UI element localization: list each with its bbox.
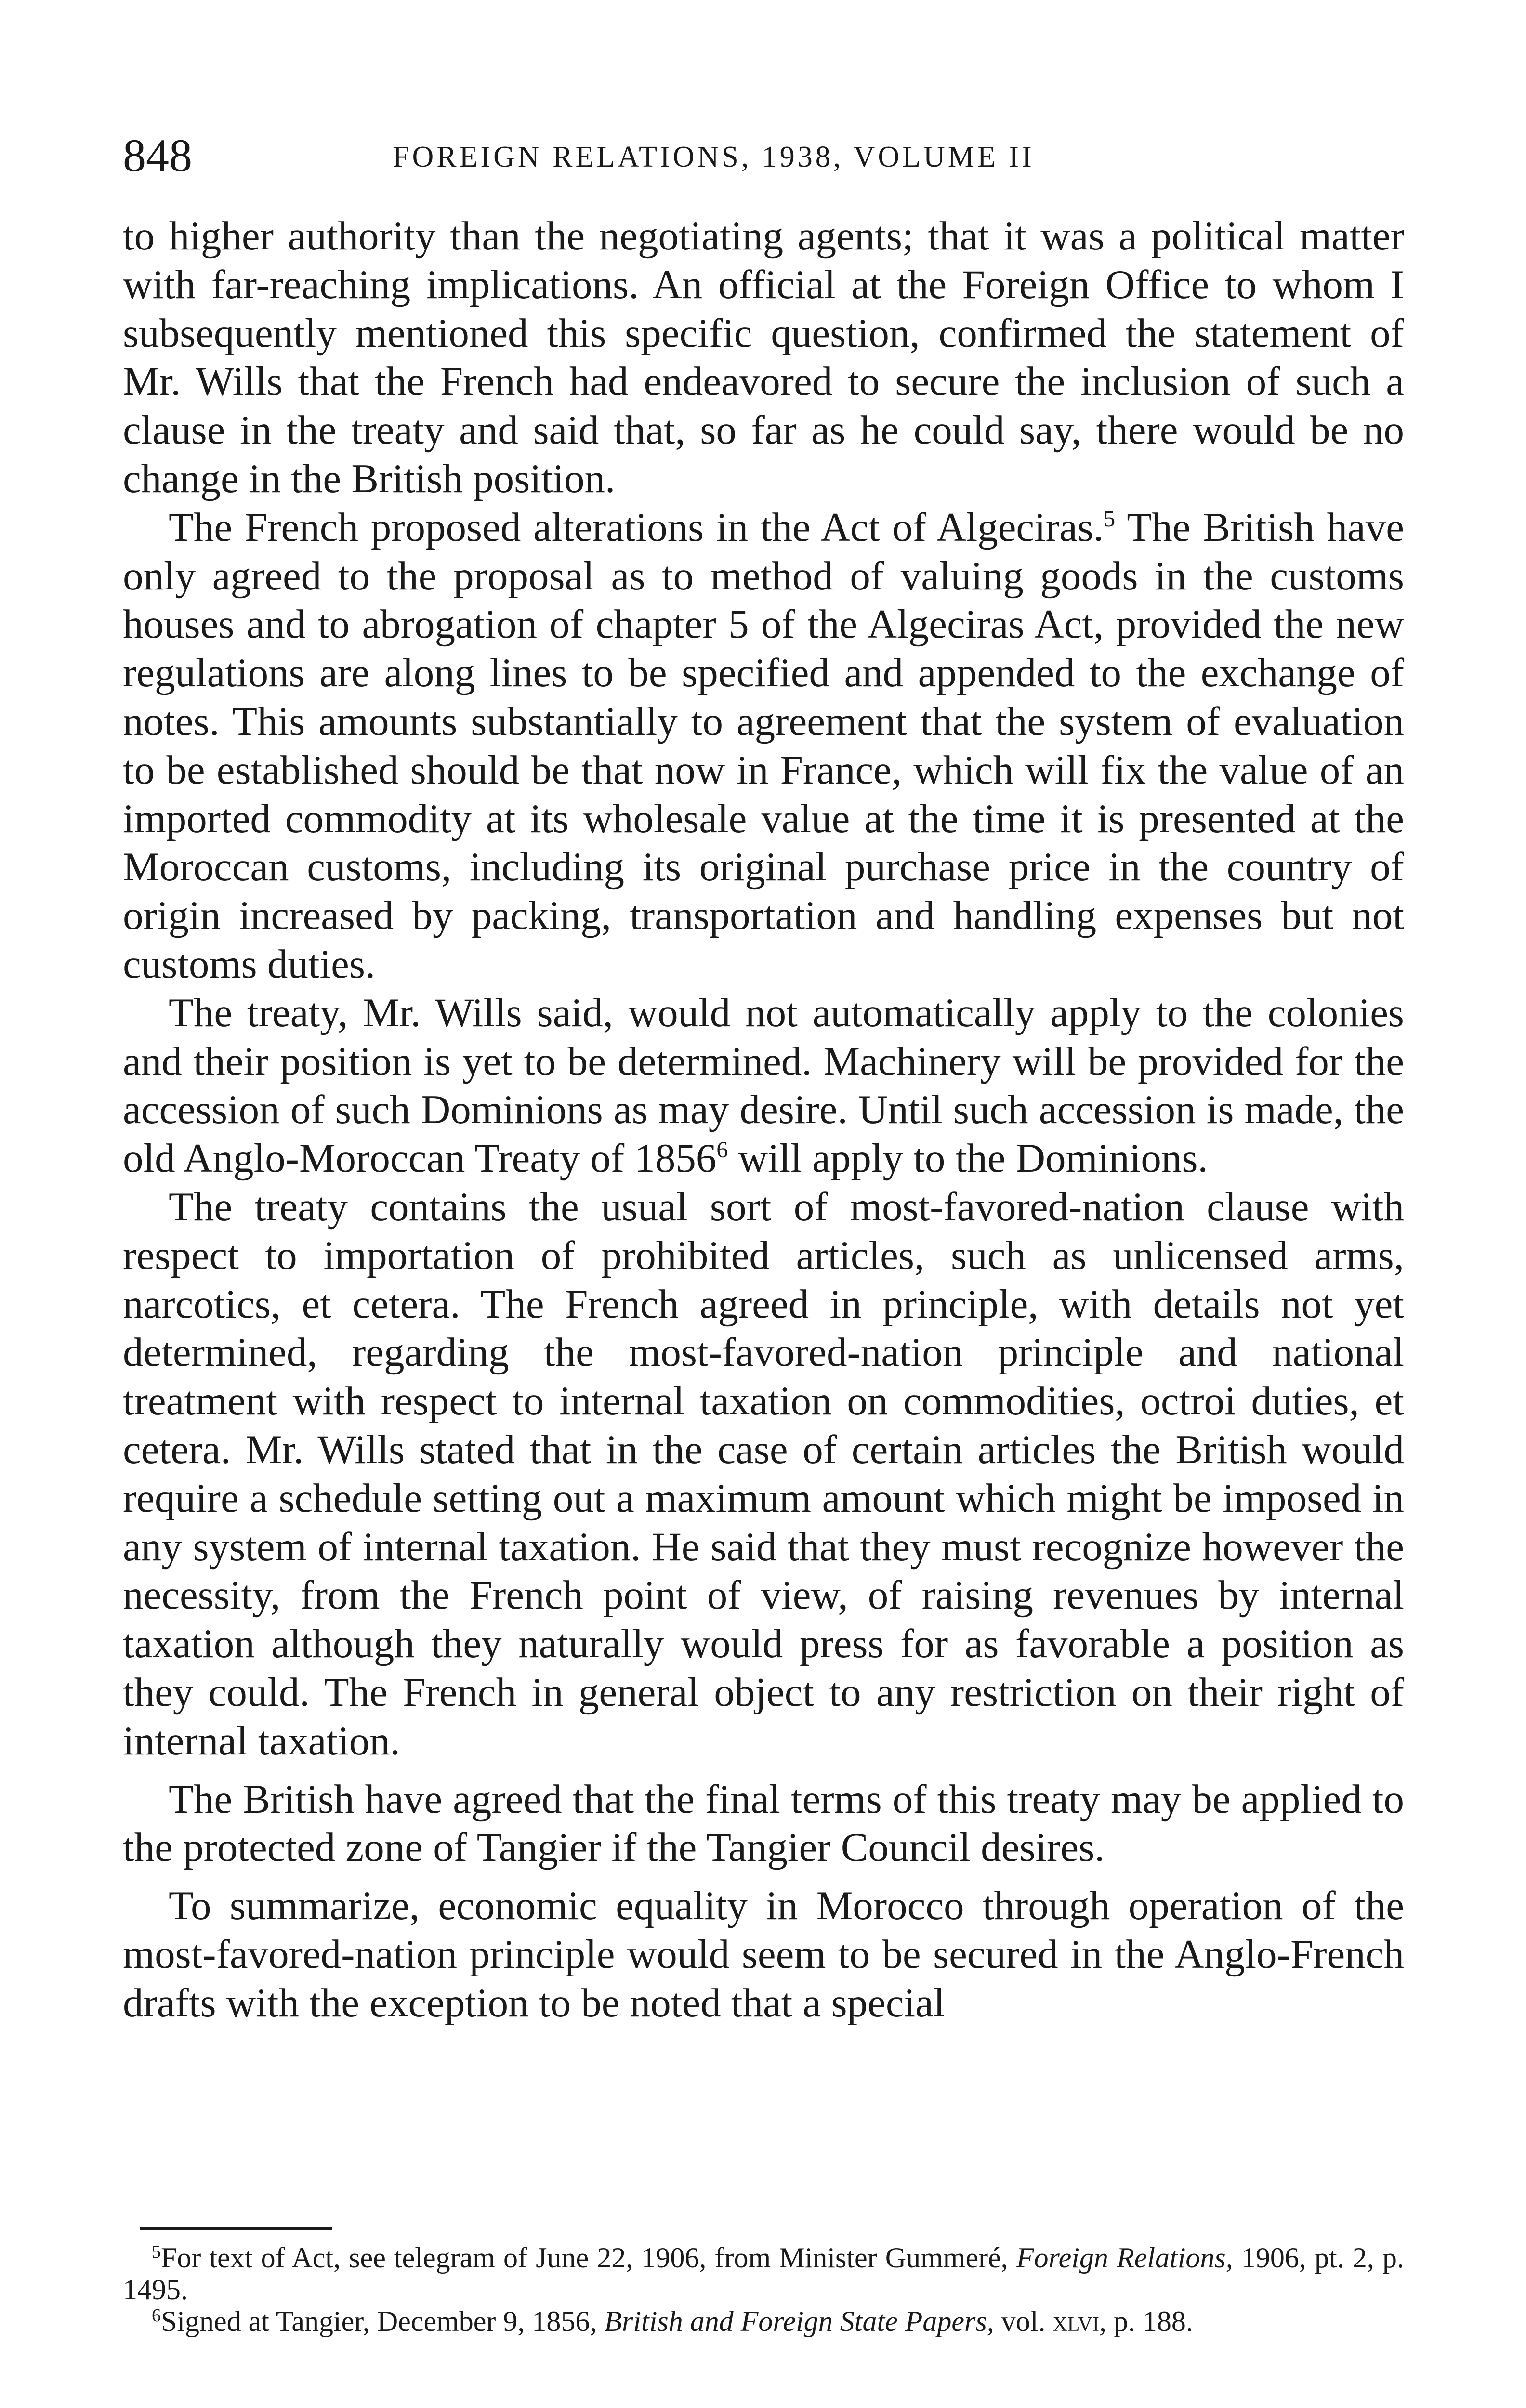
paragraph-3-text-a: The treaty, Mr. Wills said, would not automatically apply to the colonies and their position is yet to be determined. Machinery will be provided for the accession of such Dominions as may desire. Until such accession is made, the old Anglo-Moroccan Treaty of 1856	[123, 990, 1404, 1181]
paragraph-3	[123, 989, 1404, 1183]
paragraph-2-text-a: The French proposed alterations in the Act of Algeciras.	[169, 504, 1104, 550]
paragraph-4: The treaty contains the usual sort of most-favored-nation clause with respect to importation of prohibited articles, such as unlicensed arms, narcotics, et cetera. The French agreed in principle, with details not yet determined, regarding the most-favored-nation principle and national treatment with respect to internal taxation on commodities, octroi duties, et cetera. Mr. Wills stated that in the case of certain articles the British would require a schedule setting out a maximum amount which might be imposed in any system of internal taxation. He said that they must recognize however the necessity, from the French point of view, of raising revenues by internal taxation although they naturally would press for as favorable a position as they could. The French in general object to any restriction on their right of internal taxation.	[123, 1184, 1404, 1764]
footnote-6-text-a: Signed at Tangier, December 9, 1856,	[161, 2305, 605, 2337]
footnote-6-text-c: , p. 188.	[1099, 2305, 1193, 2337]
footnote-5-mark: 5	[152, 2242, 161, 2262]
footnote-6-text-b: vol.	[994, 2305, 1053, 2337]
body-text	[123, 212, 1404, 2027]
footnote-6	[123, 2305, 1404, 2337]
footnote-ref-6: 6	[716, 1137, 728, 1163]
page-header	[123, 129, 1404, 182]
paragraph-6: To summarize, economic equality in Morocco through operation of the most-favored-nation principle would seem to be secured in the Anglo-French drafts with the exception to be noted that a special	[123, 1883, 1404, 2026]
footnote-6-volume: xlvi	[1052, 2305, 1099, 2337]
footnote-5-text-b: 1906, pt. 2, p. 1495.	[123, 2242, 1404, 2305]
footnote-5	[123, 2242, 1404, 2305]
footnote-rule	[140, 2227, 332, 2230]
footnote-ref-5: 5	[1104, 506, 1116, 532]
page-number: 848	[123, 130, 192, 181]
running-head: FOREIGN RELATIONS, 1938, VOLUME II	[393, 141, 1035, 173]
footnote-6-title: British and Foreign State Papers,	[604, 2305, 994, 2337]
paragraph-3-text-b: will apply to the Dominions.	[728, 1136, 1208, 1181]
paragraph-2-text-b: The British have only agreed to the proposal as to method of valuing goods in the customs houses and to abrogation of chapter 5 of the Algeciras Act, provided the new regulations are along lines to be specified and appended to the exchange of notes. This amounts substantially to agreement that the system of evaluation to be established should be that now in France, which will fix the value of an imported commodity at its wholesale value at the time it is presented at the Moroccan customs, including its original purchase price in the country of origin increased by packing, transportation and handling expenses but not customs duties.	[123, 504, 1404, 987]
paragraph-1: to higher authority than the negotiating agents; that it was a political matter with far-reaching implications. An official at the Foreign Office to whom I subsequently mentioned this specific question, confirmed the statement of Mr. Wills that the French had endeavored to secure the inclusion of such a clause in the treaty and said that, so far as he could say, there would be no change in the British position.	[123, 213, 1404, 501]
footnote-5-text-a: For text of Act, see telegram of June 22, 1906, from Minister Gummeré,	[161, 2242, 1016, 2274]
footnote-5-title: Foreign Relations,	[1016, 2242, 1233, 2274]
paragraph-5: The British have agreed that the final terms of this treaty may be applied to the protected zone of Tangier if the Tangier Council desires.	[123, 1776, 1404, 1871]
footnote-6-mark: 6	[152, 2305, 161, 2326]
paragraph-2	[123, 503, 1404, 989]
footnotes	[123, 2242, 1404, 2337]
